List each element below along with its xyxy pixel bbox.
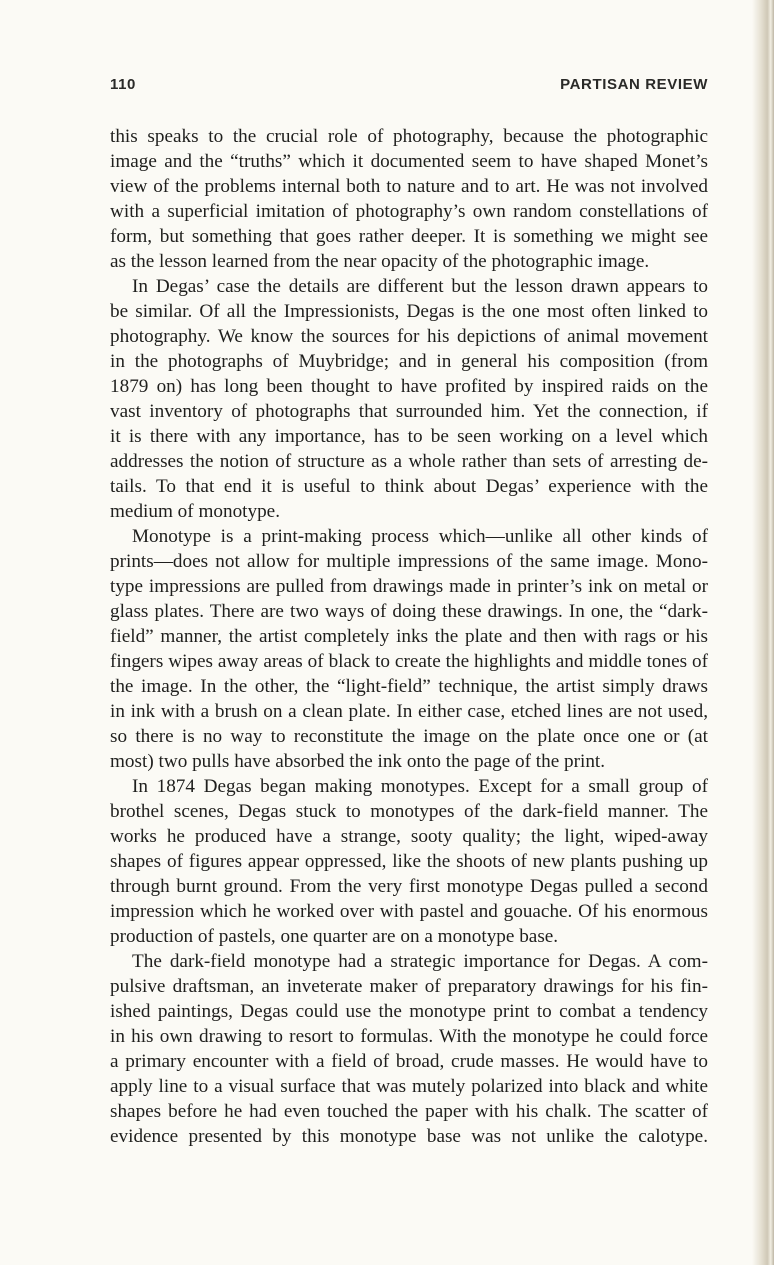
text-line: this speaks to the crucial role of photography, because the photographic — [110, 126, 708, 147]
text-line: pulsive draftsman, an inveterate maker of preparatory drawings for his fin- — [110, 976, 708, 997]
text-line: medium of monotype. — [110, 501, 280, 522]
text-line: be similar. Of all the Impressionists, Degas is the one most often linked to — [110, 301, 708, 322]
text-line: image and the “truths” which it documented seem to have shaped Monet’s — [110, 151, 708, 172]
text-line: so there is no way to reconstitute the image on the plate once one or (at — [110, 726, 708, 747]
text-line: brothel scenes, Degas stuck to monotypes of the dark-field manner. The — [110, 801, 708, 822]
text-line: tails. To that end it is useful to think about Degas’ experience with the — [110, 476, 708, 497]
text-line: In Degas’ case the details are different but the lesson drawn appears to — [132, 276, 708, 297]
text-line: impression which he worked over with pastel and gouache. Of his enormous — [110, 901, 708, 922]
page-binding-shadow — [752, 0, 774, 1265]
text-line: glass plates. There are two ways of doing these drawings. In one, the “dark- — [110, 601, 708, 622]
text-line: ished paintings, Degas could use the monotype print to combat a tendency — [110, 1001, 708, 1022]
text-line: a primary encounter with a field of broad, crude masses. He would have to — [110, 1051, 708, 1072]
text-line: production of pastels, one quarter are on a monotype base. — [110, 926, 559, 947]
text-line: it is there with any importance, has to be seen working on a level which — [110, 426, 708, 447]
text-line: 1879 on) has long been thought to have profited by inspired raids on the — [110, 376, 708, 397]
text-line: with a superficial imitation of photography’s own random constellations of — [110, 201, 708, 222]
article-body — [110, 124, 708, 1149]
text-line: evidence presented by this monotype base was not unlike the calotype. — [110, 1126, 708, 1147]
text-line: in his own drawing to resort to formulas. With the monotype he could force — [110, 1026, 708, 1047]
text-line: the image. In the other, the “light-field” technique, the artist simply draws — [110, 676, 708, 697]
text-line: shapes of figures appear oppressed, like the shoots of new plants pushing up — [110, 851, 708, 872]
text-line: view of the problems internal both to nature and to art. He was not involved — [110, 176, 708, 197]
text-line: prints—does not allow for multiple impressions of the same image. Mono- — [110, 551, 708, 572]
paragraph — [110, 274, 708, 524]
paragraph — [110, 124, 708, 274]
text-line: works he produced have a strange, sooty quality; the light, wiped-away — [110, 826, 708, 847]
text-line: in ink with a brush on a clean plate. In either case, etched lines are not used, — [110, 701, 708, 722]
text-line: type impressions are pulled from drawings made in printer’s ink on metal or — [110, 576, 708, 597]
text-line: shapes before he had even touched the paper with his chalk. The scatter of — [110, 1101, 708, 1122]
paragraph — [110, 949, 708, 1149]
text-line: Monotype is a print-making process which—unlike all other kinds of — [132, 526, 708, 547]
text-line: through burnt ground. From the very first monotype Degas pulled a second — [110, 876, 708, 897]
paragraph — [110, 774, 708, 949]
running-header — [110, 76, 708, 98]
journal-title: PARTISAN REVIEW — [560, 76, 708, 93]
text-line: fingers wipes away areas of black to create the highlights and middle tones of — [110, 651, 708, 672]
text-line: addresses the notion of structure as a whole rather than sets of arresting de- — [110, 451, 708, 472]
text-line: as the lesson learned from the near opacity of the photographic image. — [110, 251, 650, 272]
text-line: In 1874 Degas began making monotypes. Except for a small group of — [132, 776, 708, 797]
text-line: apply line to a visual surface that was mutely polarized into black and white — [110, 1076, 708, 1097]
text-line: vast inventory of photographs that surrounded him. Yet the connection, if — [110, 401, 708, 422]
text-line: most) two pulls have absorbed the ink onto the page of the print. — [110, 751, 606, 772]
text-line: The dark-field monotype had a strategic importance for Degas. A com- — [132, 951, 708, 972]
text-line: form, but something that goes rather deeper. It is something we might see — [110, 226, 708, 247]
paragraph — [110, 524, 708, 774]
text-line: in the photographs of Muybridge; and in general his composition (from — [110, 351, 708, 372]
page-number: 110 — [110, 76, 136, 93]
text-line: photography. We know the sources for his depictions of animal movement — [110, 326, 708, 347]
text-line: field” manner, the artist completely inks the plate and then with rags or his — [110, 626, 708, 647]
